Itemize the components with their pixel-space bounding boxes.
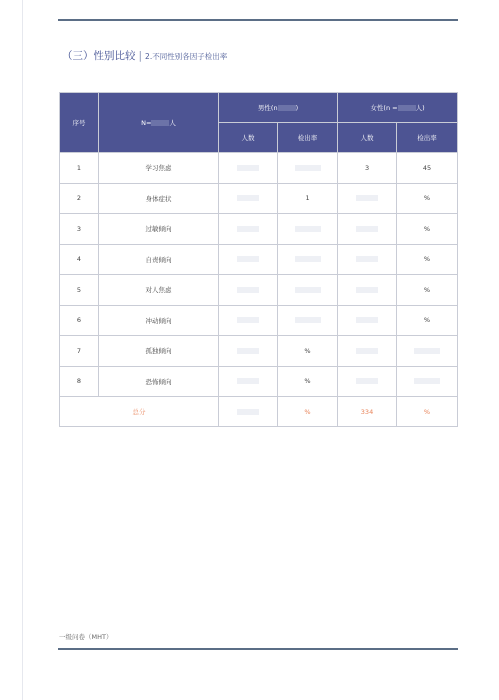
- male-count: [219, 366, 278, 397]
- table-row: [60, 153, 458, 184]
- male-rate: [278, 275, 338, 306]
- row-index: 4: [60, 244, 99, 275]
- table-row: [60, 305, 458, 336]
- female-rate: %: [397, 305, 458, 336]
- female-count: 3: [338, 153, 397, 184]
- male-rate: [278, 244, 338, 275]
- title-separator: |: [138, 50, 143, 62]
- footer-rule: [58, 648, 458, 650]
- gender-comparison-table: [59, 92, 458, 427]
- female-rate: [397, 366, 458, 397]
- row-index: 3: [60, 214, 99, 245]
- female-count: [338, 336, 397, 367]
- male-count: [219, 336, 278, 367]
- female-count: [338, 214, 397, 245]
- table-row: [60, 336, 458, 367]
- female-count: [338, 275, 397, 306]
- female-count: [338, 244, 397, 275]
- row-factor: 恐怖倾向: [99, 366, 219, 397]
- redacted-value: [398, 105, 416, 111]
- row-factor: 过敏倾向: [99, 214, 219, 245]
- male-rate: [278, 153, 338, 184]
- header-female-group: 女性(n = 人): [338, 93, 458, 123]
- total-male-count: [219, 397, 278, 427]
- row-index: 8: [60, 366, 99, 397]
- row-factor: 孤独倾向: [99, 336, 219, 367]
- row-index: 5: [60, 275, 99, 306]
- row-index: 2: [60, 183, 99, 214]
- female-rate: %: [397, 214, 458, 245]
- row-index: 1: [60, 153, 99, 184]
- male-count: [219, 153, 278, 184]
- female-rate: %: [397, 244, 458, 275]
- header-male-group: 男性(n ): [219, 93, 338, 123]
- table-row: [60, 366, 458, 397]
- female-count: [338, 305, 397, 336]
- male-count: [219, 183, 278, 214]
- female-rate: %: [397, 275, 458, 306]
- female-count: [338, 183, 397, 214]
- header-index: 序号: [60, 93, 99, 153]
- male-count: [219, 305, 278, 336]
- header-rule: [58, 19, 458, 21]
- table-row: [60, 275, 458, 306]
- male-count: [219, 214, 278, 245]
- header-male-count: 人数: [219, 123, 278, 153]
- row-factor: 自责倾向: [99, 244, 219, 275]
- redacted-value: [278, 105, 296, 111]
- row-index: 6: [60, 305, 99, 336]
- table-row: [60, 214, 458, 245]
- male-rate: [278, 214, 338, 245]
- male-rate: [278, 305, 338, 336]
- header-total-sample: N= 人: [99, 93, 219, 153]
- total-label: 总分: [60, 397, 219, 427]
- section-title: （三）性别比较: [62, 50, 136, 62]
- row-factor: 学习焦虑: [99, 153, 219, 184]
- row-factor: 身体症状: [99, 183, 219, 214]
- total-female-count: 334: [338, 397, 397, 427]
- header-female-count: 人数: [338, 123, 397, 153]
- header-female-rate: 检出率: [397, 123, 458, 153]
- redacted-value: [151, 120, 169, 126]
- female-rate: 45: [397, 153, 458, 184]
- section-heading: [62, 48, 227, 63]
- table-row: [60, 244, 458, 275]
- table-row: [60, 183, 458, 214]
- male-rate: %: [278, 336, 338, 367]
- section-subtitle: 2.不同性别各因子检出率: [145, 52, 228, 61]
- header-male-rate: 检出率: [278, 123, 338, 153]
- footer-label: 一级问卷（MHT）: [59, 633, 113, 641]
- row-index: 7: [60, 336, 99, 367]
- male-rate: 1: [278, 183, 338, 214]
- male-count: [219, 244, 278, 275]
- total-male-rate: %: [278, 397, 338, 427]
- male-rate: %: [278, 366, 338, 397]
- page-margin-rule: [22, 0, 23, 700]
- total-row: [60, 397, 458, 427]
- female-rate: [397, 336, 458, 367]
- total-female-rate: %: [397, 397, 458, 427]
- female-count: [338, 366, 397, 397]
- row-factor: 对人焦虑: [99, 275, 219, 306]
- female-rate: %: [397, 183, 458, 214]
- row-factor: 冲动倾向: [99, 305, 219, 336]
- male-count: [219, 275, 278, 306]
